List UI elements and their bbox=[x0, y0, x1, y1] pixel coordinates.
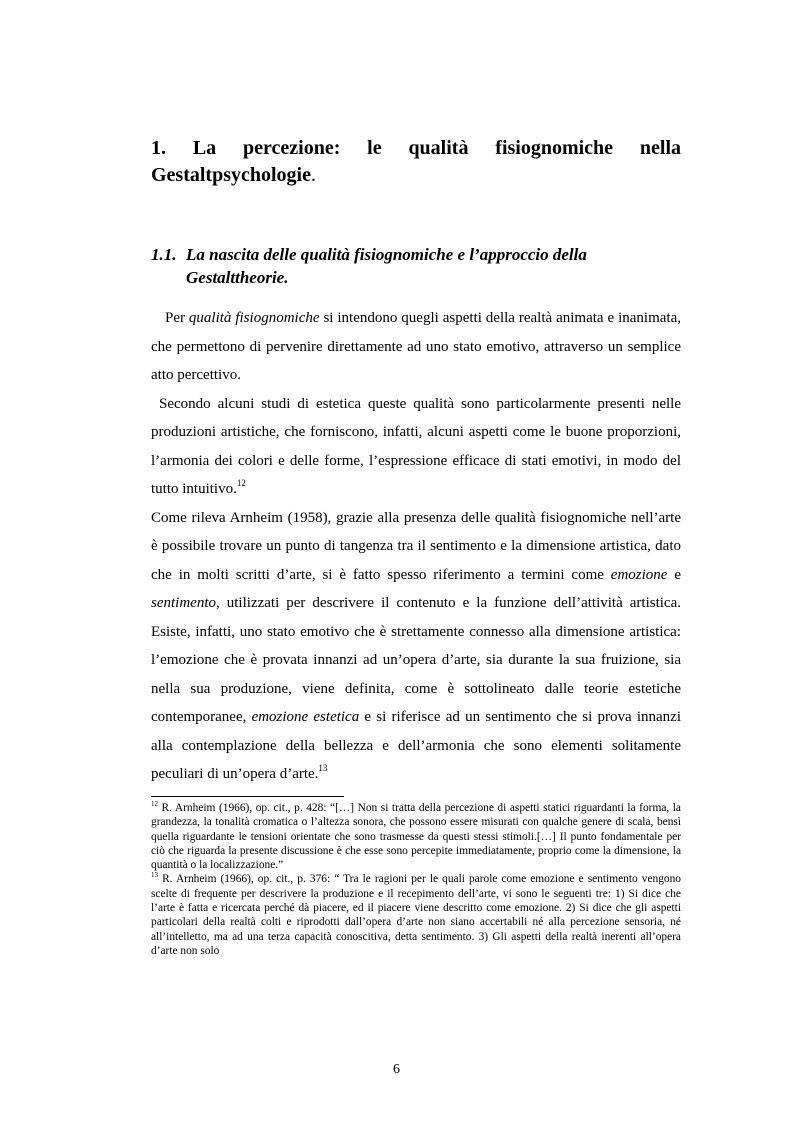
p1-post: si intendono quegli aspetti della realtà animata e inanimata, che permettono di pervenire direttamente ad uno stato emotivo, attraverso un semplice atto percettivo. bbox=[151, 310, 681, 383]
footnote-12-text: R. Arnheim (1966), op. cit., p. 428: “[…] Non si tratta della percezione di aspetti statici riguardanti la forma, la grandezza, la tonalità cromatica o l’altezza sonora, che possono essere misurati con qualche genere di scala, bensì quella riguardante le tensioni orientate che sono trasmesse da questi stessi stimoli.[…] Il punto fondamentale per ciò che riguarda la presente discussione è che esse sono percepite immediatamente, proprio come la dimensione, la quantità o la localizzazione.” bbox=[151, 802, 681, 872]
section-title-line2: Gestalttheorie. bbox=[186, 268, 289, 287]
p3-part-b: e bbox=[667, 566, 681, 583]
footnote-13-text: R. Arnheim (1966), op. cit., p. 376: “ Tra le ragioni per le quali parole come emozione e sentimento vengono scelte di frequente per descrivere la produzione e il recepimento dell’arte, vi sono le seguenti tre: 1) Si dice che l’arte è fatta e ricercata perché dà piacere, ed il piacere viene descritto come emozione. 2) Si dice che gli aspetti particolari della realtà colti e riprodotti dall’opera d’arte non siano accertabili né alla percezione sensoria, né all’intelletto, ma ad una terza capacità conoscitiva, detta sentimento. 3) Gli aspetti della realtà inerenti all’opera d’arte non solo bbox=[151, 873, 681, 957]
p3-emphasis-2: sentimento bbox=[151, 595, 216, 611]
p2-text: Secondo alcuni studi di estetica queste qualità sono particolarmente presenti nelle produzioni artistiche, che forniscono, infatti, alcuni aspetti come le buone proporzioni, l’armonia dei colori e delle forme, l’espressione efficace di stati emotivi, in modo del tutto intuitivo. bbox=[151, 395, 681, 497]
p1-pre: Per bbox=[165, 310, 189, 326]
body-text bbox=[151, 304, 681, 789]
p3-emphasis-1: emozione bbox=[610, 566, 668, 583]
footnote-ref-12[interactable]: 12 bbox=[236, 478, 246, 488]
page-number: 6 bbox=[393, 1062, 400, 1077]
footnote-13 bbox=[151, 872, 681, 958]
section-title-line1: La nascita delle qualità fisiognomiche e l’approccio della bbox=[186, 245, 587, 264]
p3-part-a: Come rileva Arnheim (1958), grazie alla presenza delle qualità fisiognomiche nell’arte è possibile trovare un punto di tangenza tra il sentimento e la dimensione artistica, dato che in molti scritti d’arte, si è fatto spesso riferimento a termini come bbox=[151, 509, 681, 583]
section-title bbox=[151, 243, 651, 289]
chapter-title-text: 1. La percezione: le qualità fisiognomiche nella Gestaltpsychologie bbox=[151, 137, 681, 186]
footnote-ref-13[interactable]: 13 bbox=[318, 763, 328, 773]
footnote-12-number: 12 bbox=[151, 800, 158, 808]
paragraph-3 bbox=[151, 504, 681, 789]
paragraph-2 bbox=[151, 390, 681, 504]
chapter-title bbox=[151, 135, 681, 189]
footnote-13-number: 13 bbox=[151, 871, 158, 880]
paragraph-1 bbox=[151, 304, 681, 390]
footnotes bbox=[151, 801, 681, 958]
footnote-12 bbox=[151, 801, 681, 872]
section-number: 1.1. bbox=[151, 245, 177, 264]
p3-emphasis-3: emozione estetica bbox=[251, 709, 360, 725]
p3-part-c: , utilizzati per descrivere il contenuto e la funzione dell’attività artistica. Esiste, infatti, uno stato emotivo che è strettamente connesso alla dimensione artistica: l’emozione che è provata innanzi ad un’opera d’arte, sia durante la sua fruizione, sia nella sua produzione, viene definita, come è sottolineato dalle teorie estetiche contemporanee, bbox=[151, 595, 681, 725]
p3-part-d: e si riferisce ad un sentimento che si prova innanzi alla contemplazione della bellezza e dell’armonia che sono elementi solitamente peculiari di un’opera d’arte. bbox=[151, 709, 681, 782]
p1-emphasis: qualità fisiognomiche bbox=[188, 310, 320, 326]
footnote-separator bbox=[151, 796, 344, 797]
chapter-title-period: . bbox=[311, 164, 316, 186]
